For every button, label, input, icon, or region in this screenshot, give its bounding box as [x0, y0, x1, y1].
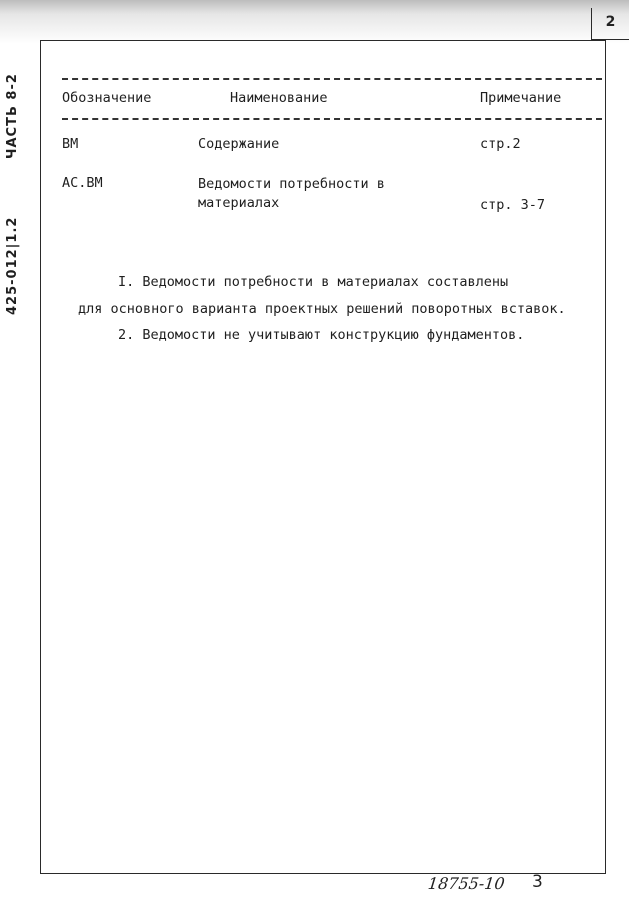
page-number: 3	[532, 872, 543, 892]
row-1-note: стр.2	[480, 136, 521, 152]
drawing-frame	[40, 40, 606, 874]
table-top-rule	[62, 78, 602, 80]
header-name: Наименование	[230, 90, 328, 106]
side-stamp-code: 425-012|1.2	[5, 216, 20, 315]
note-line-2: для основного варианта проектных решений поворотных вставок.	[78, 301, 566, 317]
inventory-number: 18755-10	[427, 874, 506, 893]
side-stamp	[0, 27, 26, 327]
row-1-name: Содержание	[198, 136, 280, 152]
note-line-3: 2. Ведомости не учитывают конструкцию фундаментов.	[118, 327, 525, 343]
header-designation: Обозначение	[62, 90, 152, 106]
row-2-name: Ведомости потребности в материалах	[198, 176, 385, 211]
table-header-rule	[62, 118, 602, 120]
note-line-1: I. Ведомости потребности в материалах составлены	[118, 274, 509, 290]
row-2-designation: АС.ВМ	[62, 175, 103, 191]
row-1-designation: ВМ	[62, 136, 79, 152]
header-note: Примечание	[480, 90, 562, 106]
sheet-number: 2	[591, 8, 629, 40]
side-stamp-part: ЧАСТЬ 8-2	[5, 73, 20, 160]
row-2-note: стр. 3-7	[480, 197, 546, 213]
